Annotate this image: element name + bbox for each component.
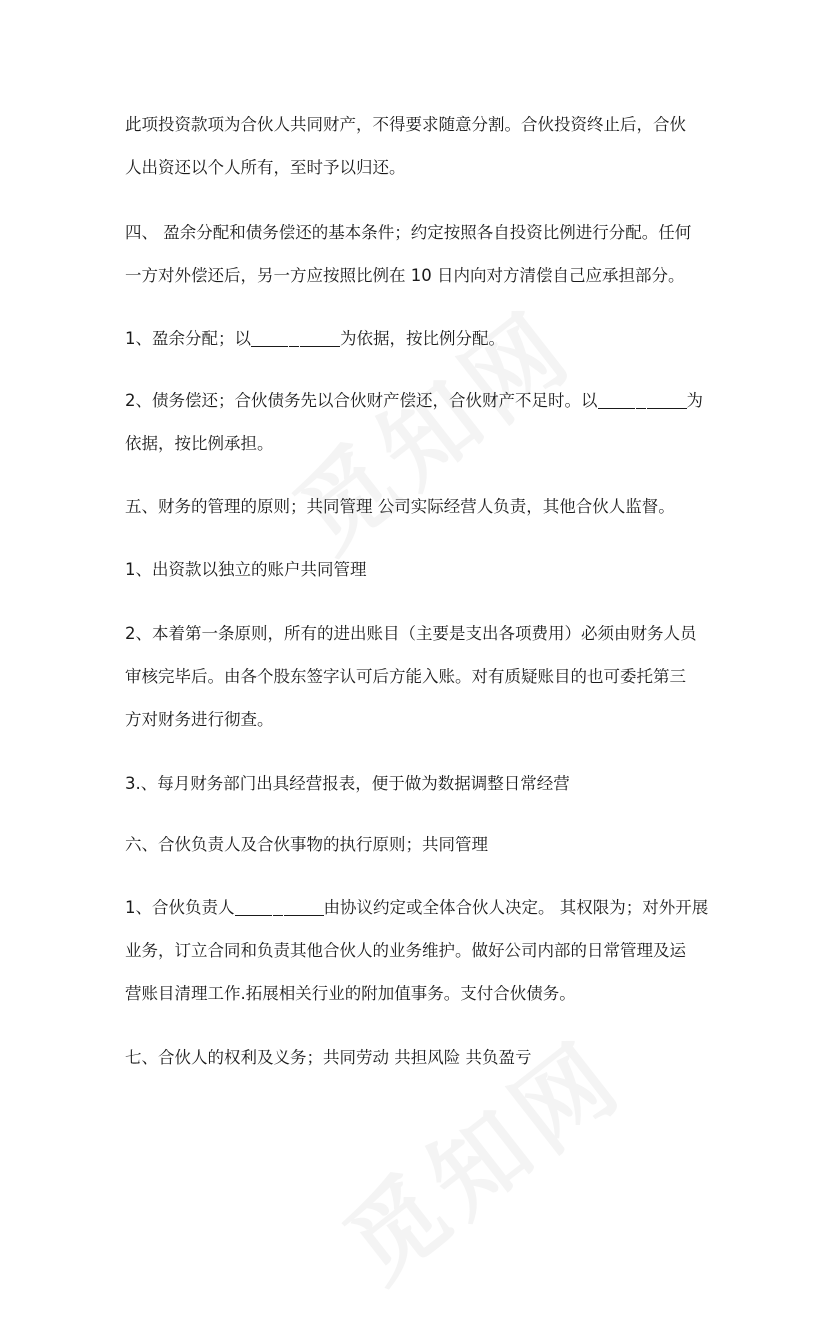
item-monthly-report <box>125 762 725 805</box>
text-line: 审核完毕后。由各个股东签字认可后方能入账。对有质疑账目的也可委托第三 <box>125 667 686 686</box>
section-six-partnership-management <box>125 823 725 866</box>
text-segment: 由协议约定或全体合伙人决定。 其权限为；对外开展 <box>323 898 709 917</box>
text-line: 依据，按比例承担。 <box>125 434 274 453</box>
text-line: 业务，订立合同和负责其他合伙人的业务维护。做好公司内部的日常管理及运 <box>125 941 686 960</box>
item-partnership-leader <box>125 886 725 1015</box>
item-profit-distribution <box>125 317 725 360</box>
text-segment: 1、盈余分配；以 <box>125 329 251 348</box>
text-segment: 为依据，按比例分配。 <box>340 329 505 348</box>
fill-blank <box>251 329 288 347</box>
text-segment: 2、债务偿还；合伙债务先以合伙财产偿还，合伙财产不足时。以 <box>125 391 598 410</box>
fill-blank-mark <box>636 391 646 409</box>
text-line: 五、财务的管理的原则；共同管理 公司实际经营人负责，其他合伙人监督。 <box>125 497 675 516</box>
text-line <box>125 886 725 929</box>
text-line: 一方对外偿还后，另一方应按照比例在 10 日内向对方清偿自己应承担部分。 <box>125 266 685 285</box>
fill-blank <box>235 898 272 916</box>
text-line: 六、合伙负责人及合伙事物的执行原则；共同管理 <box>125 835 488 854</box>
item-accounting-review <box>125 612 725 741</box>
text-line: 2、本着第一条原则，所有的进出账目（主要是支出各项费用）必须由财务人员 <box>125 624 697 643</box>
section-seven-rights-obligations <box>125 1036 725 1079</box>
fill-blank-mark <box>289 329 299 347</box>
text-line <box>125 317 725 360</box>
text-line: 3.、每月财务部门出具经营报表，便于做为数据调整日常经营 <box>125 774 570 793</box>
text-line: 此项投资款项为合伙人共同财产，不得要求随意分割。合伙投资终止后，合伙 <box>125 115 686 134</box>
text-line: 方对财务进行彻查。 <box>125 710 274 729</box>
text-line: 人出资还以个人所有，至时予以归还。 <box>125 158 406 177</box>
text-line: 1、出资款以独立的账户共同管理 <box>125 560 367 579</box>
fill-blank <box>284 898 324 916</box>
text-line: 七、合伙人的权利及义务；共同劳动 共担风险 共负盈亏 <box>125 1048 532 1067</box>
item-debt-repayment <box>125 379 725 465</box>
text-line: 营账目清理工作.拓展相关行业的附加值事务。支付合伙债务。 <box>125 984 576 1003</box>
text-segment: 为 <box>686 391 703 410</box>
item-independent-account <box>125 548 725 591</box>
text-segment: 1、合伙负责人 <box>125 898 235 917</box>
section-four-profit-distribution <box>125 211 725 297</box>
fill-blank <box>647 391 687 409</box>
text-line: 四、 盈余分配和债务偿还的基本条件；约定按照各自投资比例进行分配。任何 <box>125 223 692 242</box>
fill-blank <box>598 391 635 409</box>
text-line <box>125 379 725 422</box>
section-five-finance-management <box>125 485 725 528</box>
fill-blank-mark <box>273 898 283 916</box>
fill-blank <box>300 329 340 347</box>
paragraph-investment-property <box>125 103 725 189</box>
